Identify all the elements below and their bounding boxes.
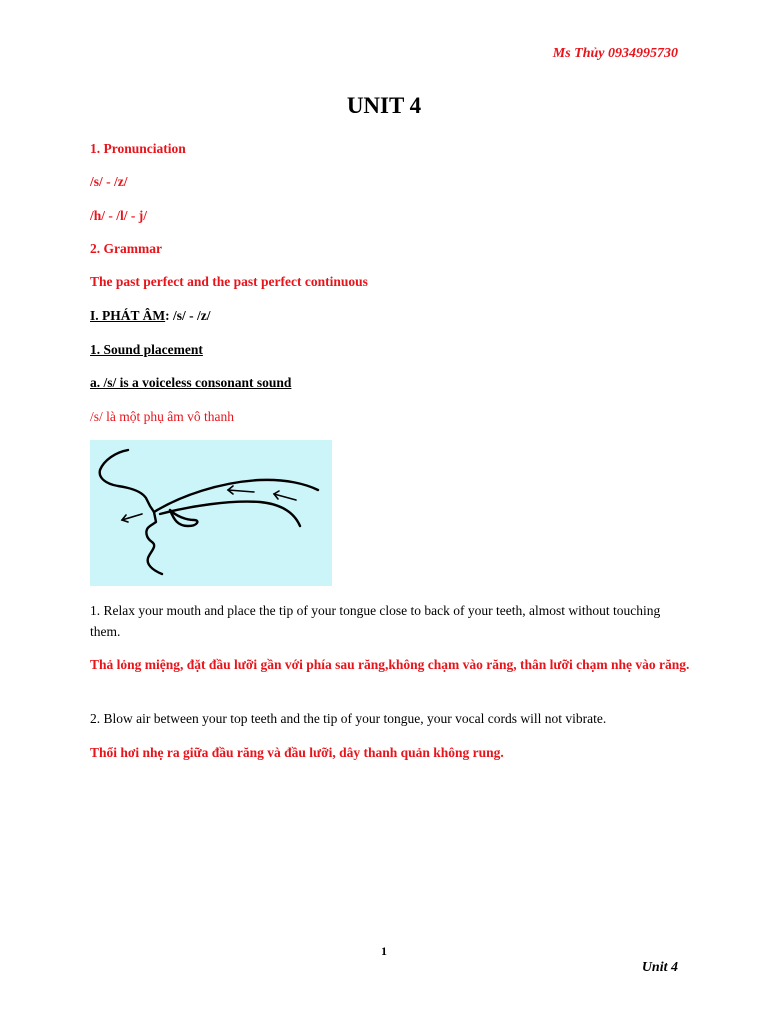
- grammar-heading: 2. Grammar: [90, 241, 162, 256]
- page-number: 1: [381, 944, 387, 958]
- voiceless-s-subheading: a. /s/ is a voiceless consonant sound: [90, 375, 292, 390]
- header-author: Ms Thủy 0934995730: [552, 46, 678, 61]
- section-heading-label: I. PHÁT ÂM: [90, 308, 166, 323]
- footer-unit-label: Unit 4: [641, 960, 678, 975]
- step-1-english: 1. Relax your mouth and place the tip of your tongue close to back of your teeth, almost without touching them.: [90, 603, 661, 639]
- section-heading-pronunciation: [90, 308, 211, 324]
- voiceless-s-vietnamese: /s/ là một phụ âm vô thanh: [90, 409, 234, 424]
- sound-pair-s-z: /s/ - /z/: [90, 174, 128, 189]
- section-heading-sounds: : /s/ - /z/: [165, 308, 211, 323]
- page-title: UNIT 4: [346, 93, 422, 118]
- pronunciation-heading: 1. Pronunciation: [90, 141, 186, 156]
- sound-placement-heading: 1. Sound placement: [90, 342, 203, 357]
- step-2-vietnamese: Thổi hơi nhẹ ra giữa đầu răng và đầu lưỡi, dây thanh quản không rung.: [90, 745, 504, 760]
- step-1-vietnamese: Thả lỏng miệng, đặt đầu lưỡi gần với phía sau răng,không chạm vào răng, thân lưỡi chạm nhẹ vào răng.: [90, 657, 690, 672]
- mouth-diagram-drawing: [90, 440, 332, 586]
- grammar-topic: The past perfect and the past perfect continuous: [90, 274, 368, 289]
- step-2-english: 2. Blow air between your top teeth and the tip of your tongue, your vocal cords will not vibrate.: [90, 711, 607, 726]
- mouth-diagram: [90, 440, 332, 586]
- sound-set-h-l-j: /h/ - /l/ - j/: [90, 208, 147, 223]
